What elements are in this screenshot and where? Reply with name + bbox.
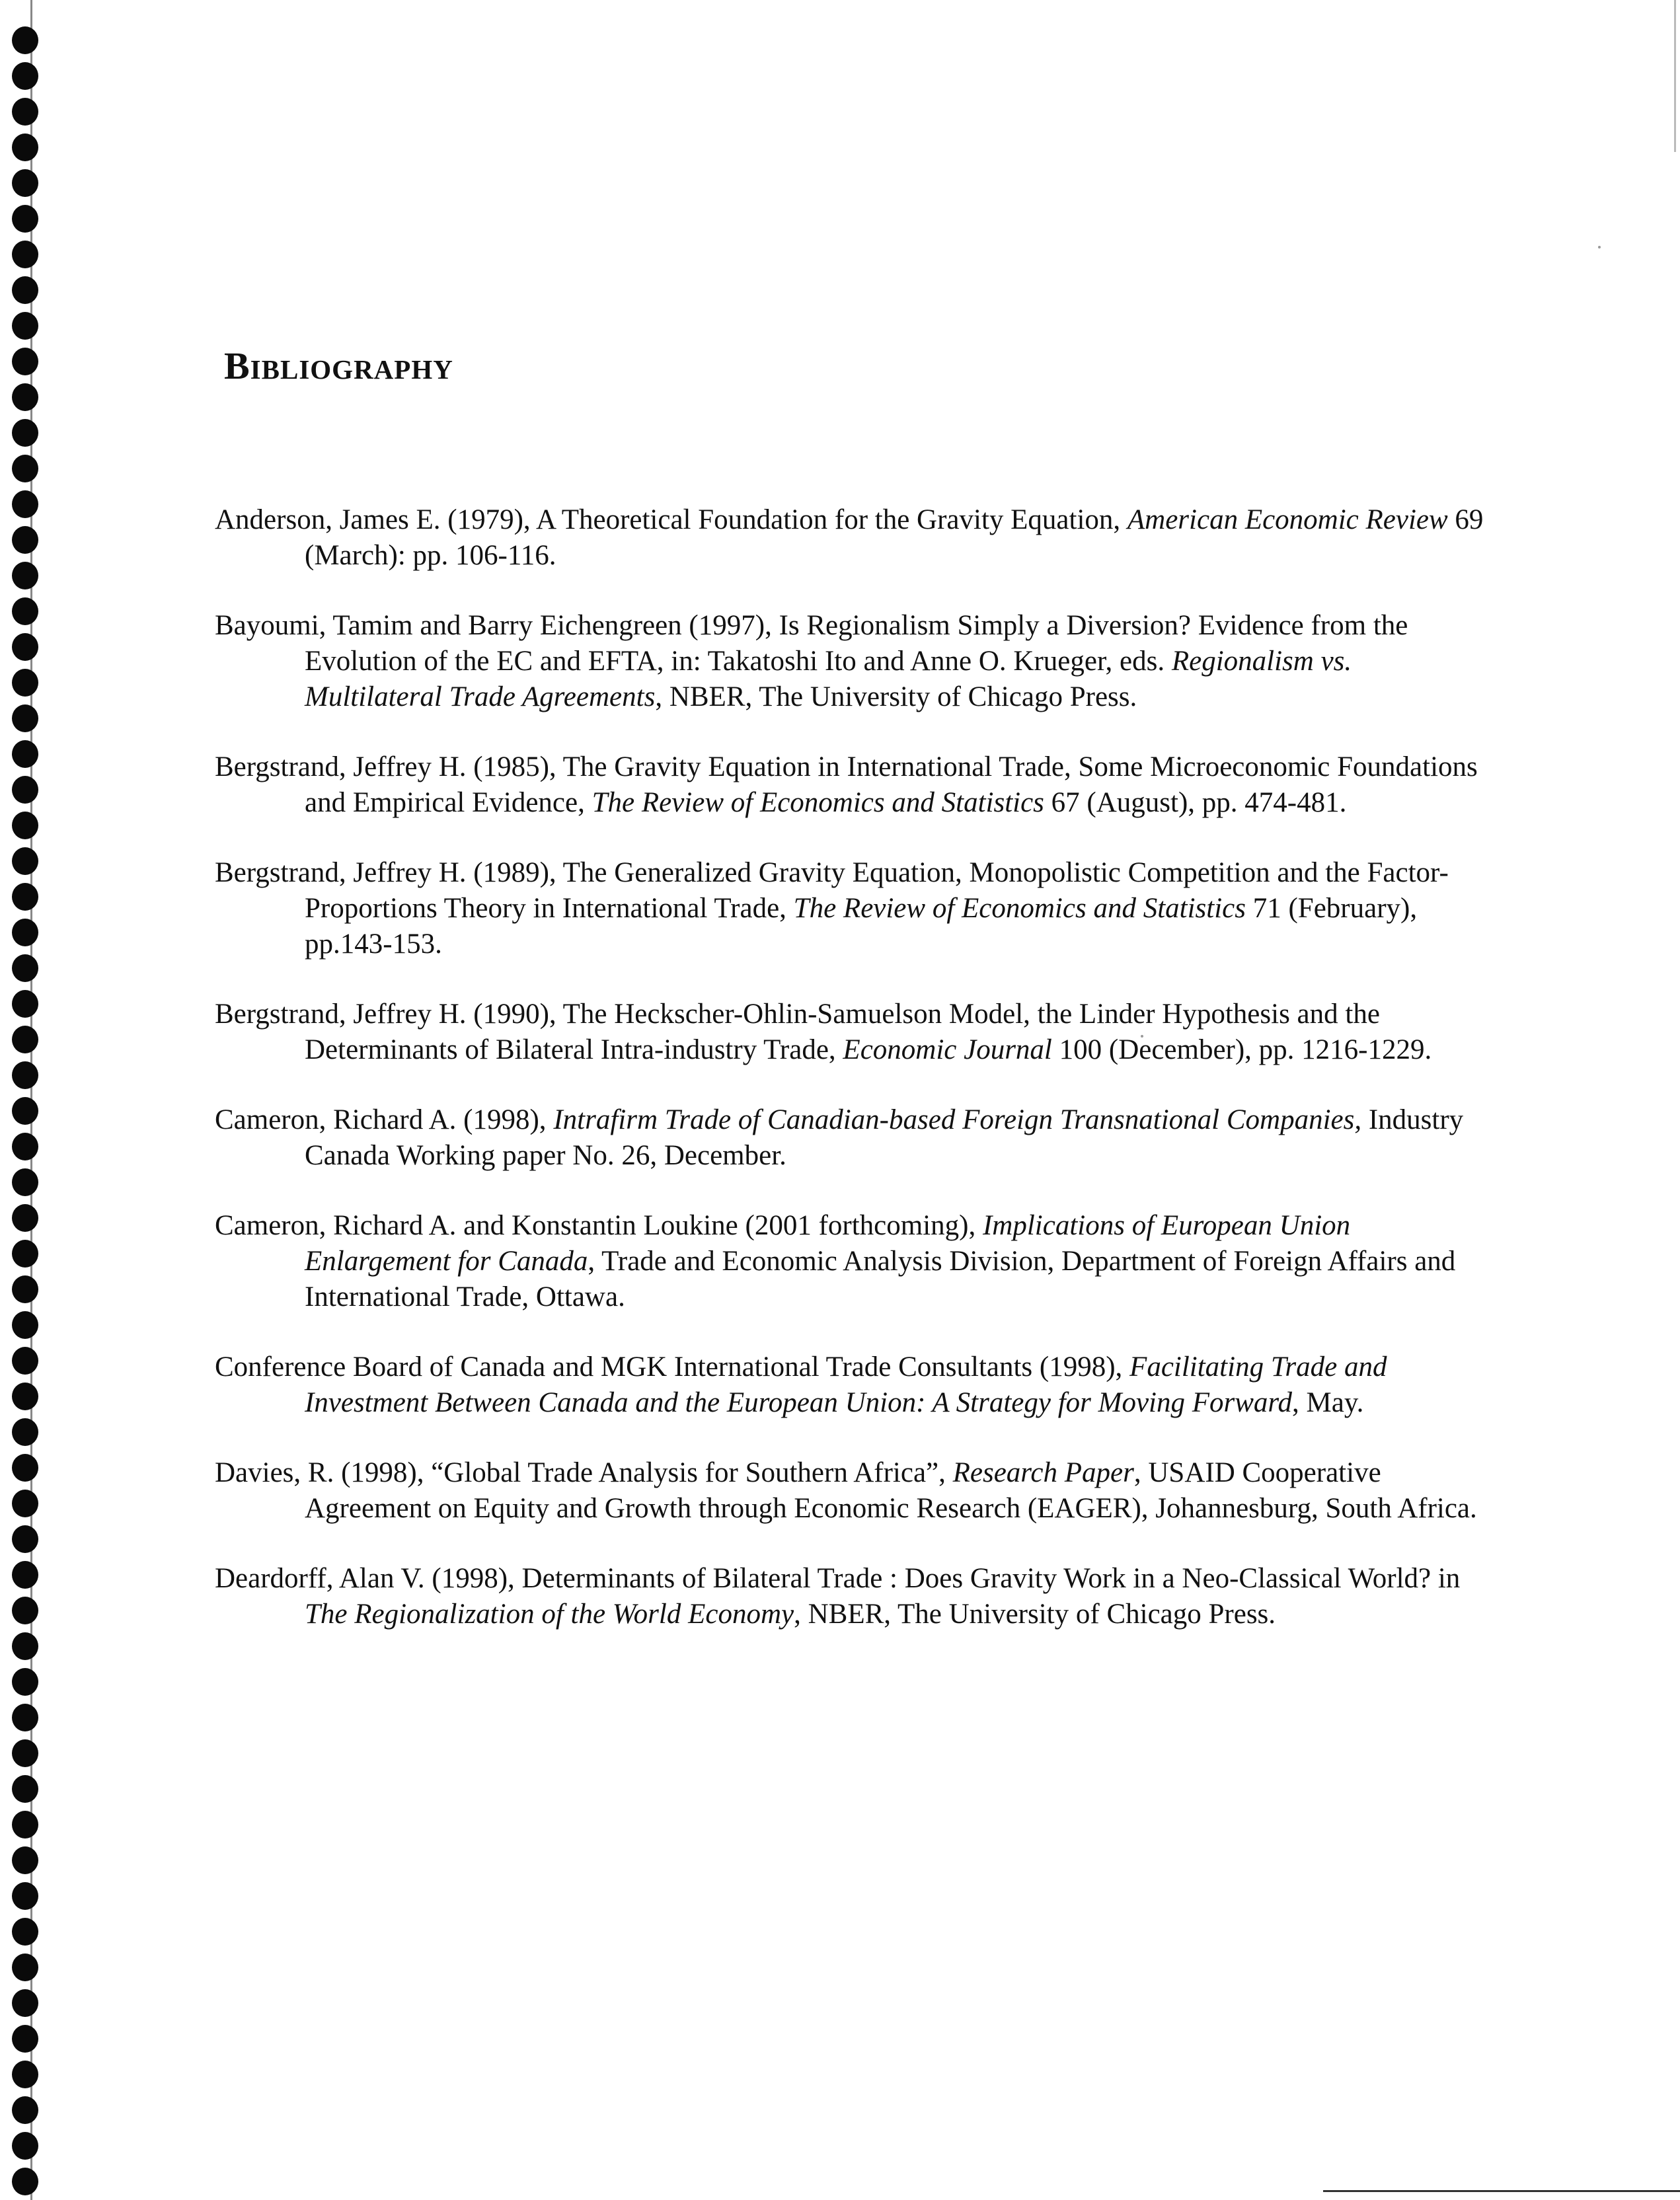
binding-hole: [12, 1739, 38, 1767]
binding-hole: [12, 1240, 38, 1268]
binding-hole: [12, 1597, 38, 1624]
reference-list: [215, 502, 1484, 1667]
binding-hole: [12, 2096, 38, 2124]
binding-hole: [12, 1668, 38, 1696]
binding-hole: [12, 348, 38, 375]
reference-entry: Bayoumi, Tamim and Barry Eichengreen (1997), Is Regionalism Simply a Diversion? Evidence from the Evolution of the EC and EFTA, in: Takatoshi Ito and Anne O. Krueger, eds. Regionalism vs. Multilateral Trade Agreements, NBER, The University of Chicago Press.: [215, 610, 1408, 712]
binding-hole: [12, 1383, 38, 1410]
binding-hole: [12, 169, 38, 197]
binding-hole: [12, 455, 38, 482]
binding-hole: [12, 1061, 38, 1089]
binding-hole: [12, 669, 38, 697]
binding-hole: [12, 1026, 38, 1053]
binding-hole: [12, 526, 38, 554]
binding-hole: [12, 1525, 38, 1553]
binding-hole: [12, 1811, 38, 1839]
binding-hole: [12, 98, 38, 126]
reference-entry: Conference Board of Canada and MGK International Trade Consultants (1998), Facilitating Trade and Investment Between Canada and the European Union: A Strategy for Moving Forward, May.: [215, 1351, 1387, 1418]
binding-hole: [12, 1168, 38, 1196]
binding-hole: [12, 1846, 38, 1874]
binding-hole: [12, 990, 38, 1018]
scan-speck: [1598, 246, 1601, 248]
binding-hole: [12, 1704, 38, 1731]
reference-entry: Davies, R. (1998), “Global Trade Analysis for Southern Africa”, Research Paper, USAID Cooperative Agreement on Equity and Growth through Economic Research (EAGER), Johannesburg, South Africa.: [215, 1457, 1477, 1524]
binding-hole: [12, 26, 38, 54]
binding-hole: [12, 740, 38, 768]
binding-hole: [12, 633, 38, 661]
binding-hole: [12, 312, 38, 340]
binding-hole: [12, 1882, 38, 1910]
binding-hole: [12, 919, 38, 946]
binding-hole: [12, 847, 38, 875]
binding-hole: [12, 383, 38, 411]
binding-hole: [12, 2061, 38, 2088]
binding-hole: [12, 241, 38, 268]
binding-hole: [12, 1775, 38, 1803]
binding-hole: [12, 1561, 38, 1589]
binding-hole: [12, 1454, 38, 1482]
binding-hole: [12, 1347, 38, 1375]
binding-hole: [12, 205, 38, 233]
binding-hole: [12, 1418, 38, 1446]
binding-hole: [12, 1275, 38, 1303]
binding-hole: [12, 1918, 38, 1946]
page-edge-line: [1674, 0, 1676, 152]
binding-hole: [12, 597, 38, 625]
binding-hole: [12, 812, 38, 839]
reference-entry: Cameron, Richard A. (1998), Intrafirm Trade of Canadian-based Foreign Transnational Companies, Industry Canada Working paper No. 26, December.: [215, 1104, 1464, 1171]
binding-hole: [12, 704, 38, 732]
binding-hole: [12, 2025, 38, 2053]
reference-entry: Deardorff, Alan V. (1998), Determinants of Bilateral Trade : Does Gravity Work in a Neo-Classical World? in The Regionalization of the World Economy, NBER, The University of Chicago Press.: [215, 1563, 1461, 1630]
binding-hole: [12, 2132, 38, 2160]
binding-hole: [12, 1989, 38, 2017]
binding-hole: [12, 62, 38, 90]
binding-hole: [12, 276, 38, 304]
binding-hole: [12, 1204, 38, 1232]
binding-hole: [12, 776, 38, 804]
reference-entry: Anderson, James E. (1979), A Theoretical Foundation for the Gravity Equation, American Economic Review 69 (March): pp. 106-116.: [215, 504, 1484, 571]
reference-entry: Bergstrand, Jeffrey H. (1985), The Gravity Equation in International Trade, Some Microeconomic Foundations and Empirical Evidence, The Review of Economics and Statistics 67 (August), pp. 474-481.: [215, 751, 1478, 818]
binding-hole: [12, 954, 38, 982]
binding-hole: [12, 490, 38, 518]
binding-hole: [12, 562, 38, 589]
spiral-binding: [0, 0, 41, 2200]
reference-entry: Bergstrand, Jeffrey H. (1989), The Generalized Gravity Equation, Monopolistic Competition and the Factor-Proportions Theory in International Trade, The Review of Economics and Statistics 71 (February), pp.143-153.: [215, 857, 1449, 960]
binding-hole: [12, 1097, 38, 1125]
binding-hole: [12, 419, 38, 447]
binding-hole: [12, 1632, 38, 1660]
reference-entry: Bergstrand, Jeffrey H. (1990), The Heckscher-Ohlin-Samuelson Model, the Linder Hypothesis and the Determinants of Bilateral Intra-industry Trade, Economic Journal 100 (December), pp. 1216-1229.: [215, 999, 1432, 1065]
binding-hole: [12, 133, 38, 161]
binding-hole: [12, 1133, 38, 1160]
binding-hole: [12, 1490, 38, 1517]
binding-hole: [12, 1311, 38, 1339]
binding-hole: [12, 2168, 38, 2195]
reference-entry: Cameron, Richard A. and Konstantin Loukine (2001 forthcoming), Implications of European Union Enlargement for Canada, Trade and Economic Analysis Division, Department of Foreign Affairs and International Trade, Ottawa.: [215, 1210, 1456, 1312]
page-heading: Bibliography: [224, 344, 453, 387]
binding-hole: [12, 883, 38, 911]
binding-hole: [12, 1953, 38, 1981]
page-bottom-edge-line: [1323, 2190, 1680, 2192]
